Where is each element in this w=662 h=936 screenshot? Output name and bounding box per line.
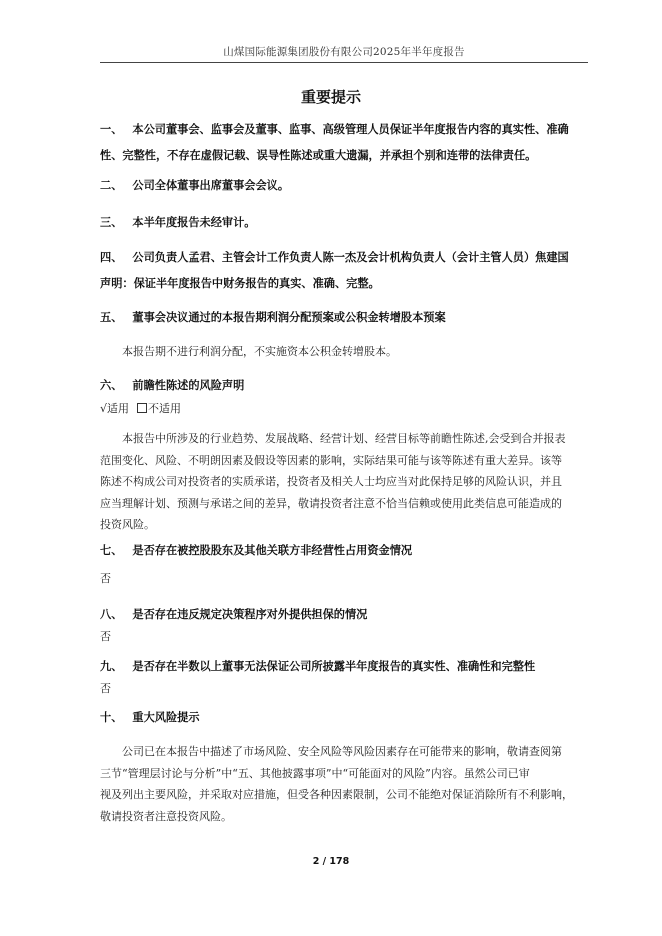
section-7-num: 七、 [100, 544, 123, 557]
section-6-line: 应当理解计划、预测与承诺之间的差异，敬请投资者注意不恰当信赖或使用此类信息可能造成的 [100, 496, 562, 510]
section-4-title [100, 245, 590, 297]
section-10-line: 敬请投资者注意投资风险。 [100, 809, 232, 823]
section-1-line1: 一、 本公司董事会、监事会及董事、监事、高级管理人员保证半年度报告内容的真实性、准确 [100, 123, 569, 136]
section-9-title: 九、 是否存在半数以上董事无法保证公司所披露半年度报告的真实性、准确性和完整性 [100, 660, 536, 673]
section-6-num: 六、 [100, 379, 123, 392]
section-8-answer: 否 [100, 630, 111, 643]
section-1-num: 一、 [100, 123, 123, 136]
unchecked-box-icon [137, 403, 147, 413]
page-number: 2 / 178 [312, 856, 350, 867]
applicable-checked: √适用 [100, 402, 130, 415]
section-10-body [100, 741, 590, 827]
section-2-title: 二、 公司全体董事出席董事会会议。 [100, 179, 290, 192]
section-3-title: 三、 本半年度报告未经审计。 [100, 216, 256, 229]
section-8-title: 八、 是否存在违反规定决策程序对外提供担保的情况 [100, 608, 368, 621]
section-2-num: 二、 [100, 179, 123, 192]
applicability-selector [100, 399, 181, 419]
header-rule [100, 62, 588, 63]
section-6-line: 投资风险。 [100, 518, 155, 531]
section-8-num: 八、 [100, 608, 123, 621]
section-5-body: 本报告期不进行利润分配，不实施资本公积金转增股本。 [122, 345, 397, 358]
section-1-line2: 性、完整性，不存在虚假记载、误导性陈述或重大遗漏，并承担个别和连带的法律责任。 [100, 149, 537, 162]
section-6-line: 本报告中所涉及的行业趋势、发展战略、经营计划、经营目标等前瞻性陈述,会受到合并报表 [122, 432, 566, 445]
section-10-title: 十、 重大风险提示 [100, 711, 200, 724]
section-1-title [100, 117, 590, 169]
section-10-line: 三节“管理层讨论与分析”中“五、其他披露事项”中“可能面对的风险”内容。虽然公司已审 [100, 766, 530, 780]
section-10-num: 十、 [100, 711, 123, 724]
section-4-line2: 声明：保证半年度报告中财务报告的真实、准确、完整。 [100, 277, 380, 290]
page-title: 重要提示 [300, 88, 361, 106]
applicable-unchecked: 不适用 [148, 402, 182, 415]
section-5-title: 五、 董事会决议通过的本报告期利润分配预案或公积金转增股本预案 [100, 311, 446, 324]
section-6-line: 范围变化、风险、不明朗因素及假设等因素的影响，实际结果可能与该等陈述有重大差异。该等 [100, 453, 562, 467]
section-4-line1: 四、 公司负责人孟君、主管会计工作负责人陈一杰及会计机构负责人（会计主管人员）焦建国 [100, 251, 569, 264]
section-6-line: 陈述不构成公司对投资者的实质承诺，投资者及相关人士均应当对此保持足够的风险认识，并且 [100, 475, 562, 488]
section-6-title: 六、 前瞻性陈述的风险声明 [100, 379, 245, 392]
section-9-answer: 否 [100, 682, 111, 695]
section-5-num: 五、 [100, 311, 123, 324]
section-10-line: 视及列出主要风险，并采取对应措施，但受各种因素限制，公司不能绝对保证消除所有不利影响， [100, 788, 573, 801]
running-header: 山煤国际能源集团股份有限公司2025年半年度报告 [223, 46, 465, 58]
section-10-line: 公司已在本报告中描述了市场风险、安全风险等风险因素存在可能带来的影响，敬请查阅第 [122, 745, 562, 758]
section-3-num: 三、 [100, 216, 123, 229]
section-4-num: 四、 [100, 251, 123, 264]
section-7-answer: 否 [100, 572, 111, 585]
section-7-title: 七、 是否存在被控股股东及其他关联方非经营性占用资金情况 [100, 544, 413, 557]
section-9-num: 九、 [100, 660, 123, 673]
section-6-body [100, 428, 590, 536]
